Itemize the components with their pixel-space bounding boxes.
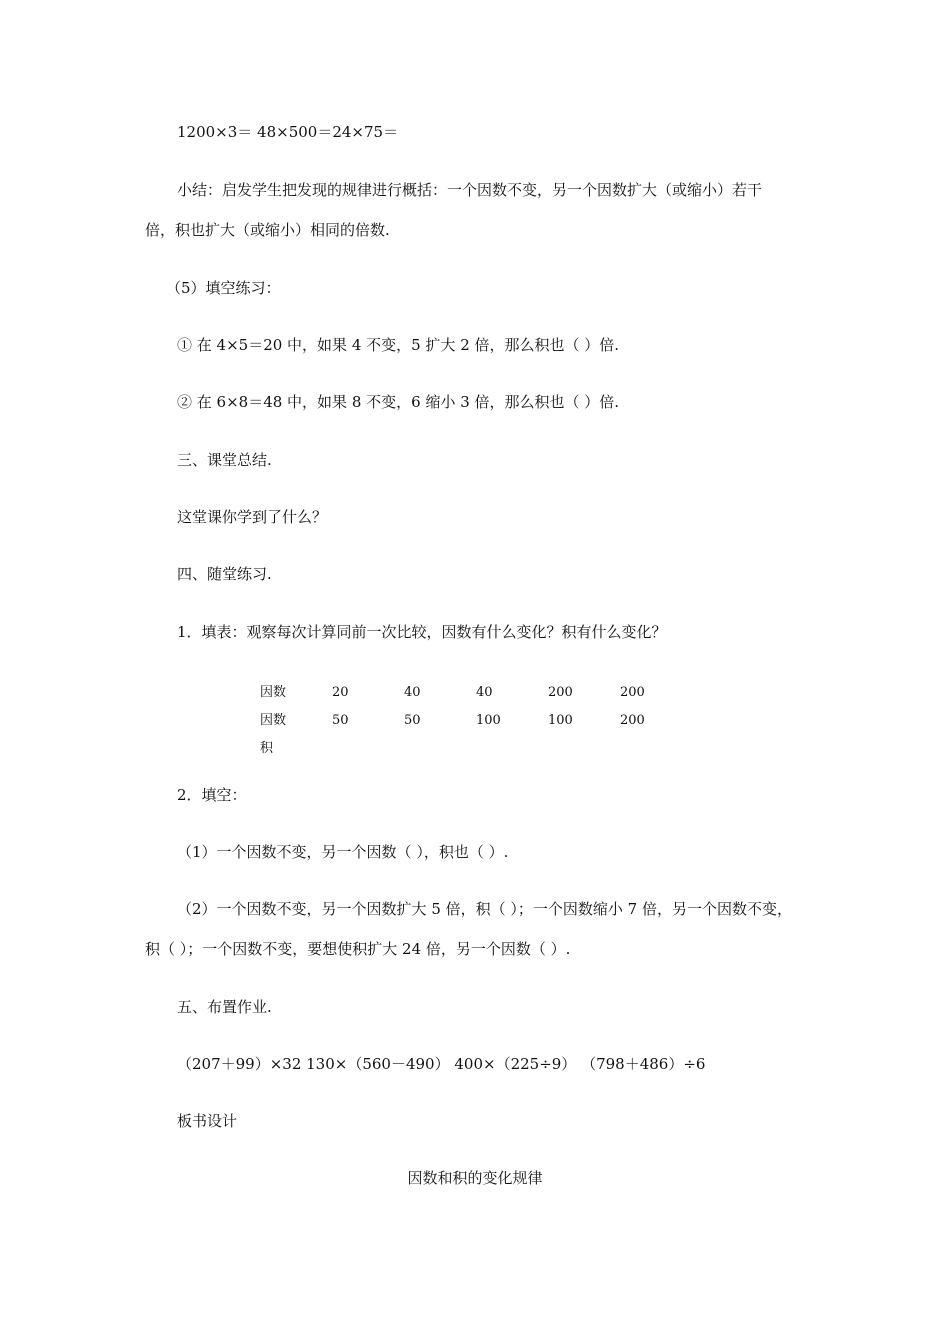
section-3-heading: 三、课堂总结. [177, 451, 272, 469]
calc-line: 1200×3＝ 48×500＝24×75＝ [177, 123, 399, 141]
table-cell: 50 [332, 713, 349, 728]
table-cell: 200 [620, 685, 645, 700]
table-cell: 200 [548, 685, 573, 700]
section-4-heading: 四、随堂练习. [177, 565, 272, 583]
table-cell: 100 [476, 713, 501, 728]
table-row-label: 积 [260, 741, 274, 756]
homework-expressions: （207＋99）×32 130×（560－490） 400×（225÷9） （798＋486）÷6 [177, 1055, 706, 1073]
table-cell: 20 [332, 685, 349, 700]
summary-line-1: 小结：启发学生把发现的规律进行概括：一个因数不变，另一个因数扩大（或缩小）若干 [177, 181, 763, 199]
section-5-heading: 五、布置作业. [177, 998, 272, 1016]
section-3-question: 这堂课你学到了什么？ [177, 508, 328, 526]
table-cell: 40 [476, 685, 493, 700]
table-cell: 200 [620, 713, 645, 728]
exercise-2: 2．填空： [177, 786, 247, 804]
exercise-2-item-1: （1）一个因数不变，另一个因数（ ），积也（ ）. [177, 843, 509, 861]
board-design-label: 板书设计 [177, 1112, 238, 1130]
question-2: ② 在 6×8＝48 中，如果 8 不变，6 缩小 3 倍，那么积也（ ）倍. [177, 393, 620, 411]
summary-line-2: 倍，积也扩大（或缩小）相同的倍数. [145, 221, 390, 239]
table-cell: 100 [548, 713, 573, 728]
table-cell: 50 [404, 713, 421, 728]
fill-practice-title: （5）填空练习： [166, 279, 281, 297]
table-row-label: 因数 [260, 713, 287, 728]
exercise-2-item-2-line-1: （2）一个因数不变，另一个因数扩大 5 倍，积（ ）；一个因数缩小 7 倍，另一个因数不变， [177, 900, 792, 918]
table-row-label: 因数 [260, 685, 287, 700]
table-cell: 40 [404, 685, 421, 700]
question-1: ① 在 4×5＝20 中，如果 4 不变，5 扩大 2 倍，那么积也（ ）倍. [177, 336, 620, 354]
board-title: 因数和积的变化规律 [407, 1169, 543, 1187]
exercise-2-item-2-line-2: 积（ ）；一个因数不变，要想使积扩大 24 倍，另一个因数（ ）. [145, 940, 571, 958]
exercise-1: 1．填表：观察每次计算同前一次比较，因数有什么变化？积有什么变化？ [177, 623, 667, 641]
